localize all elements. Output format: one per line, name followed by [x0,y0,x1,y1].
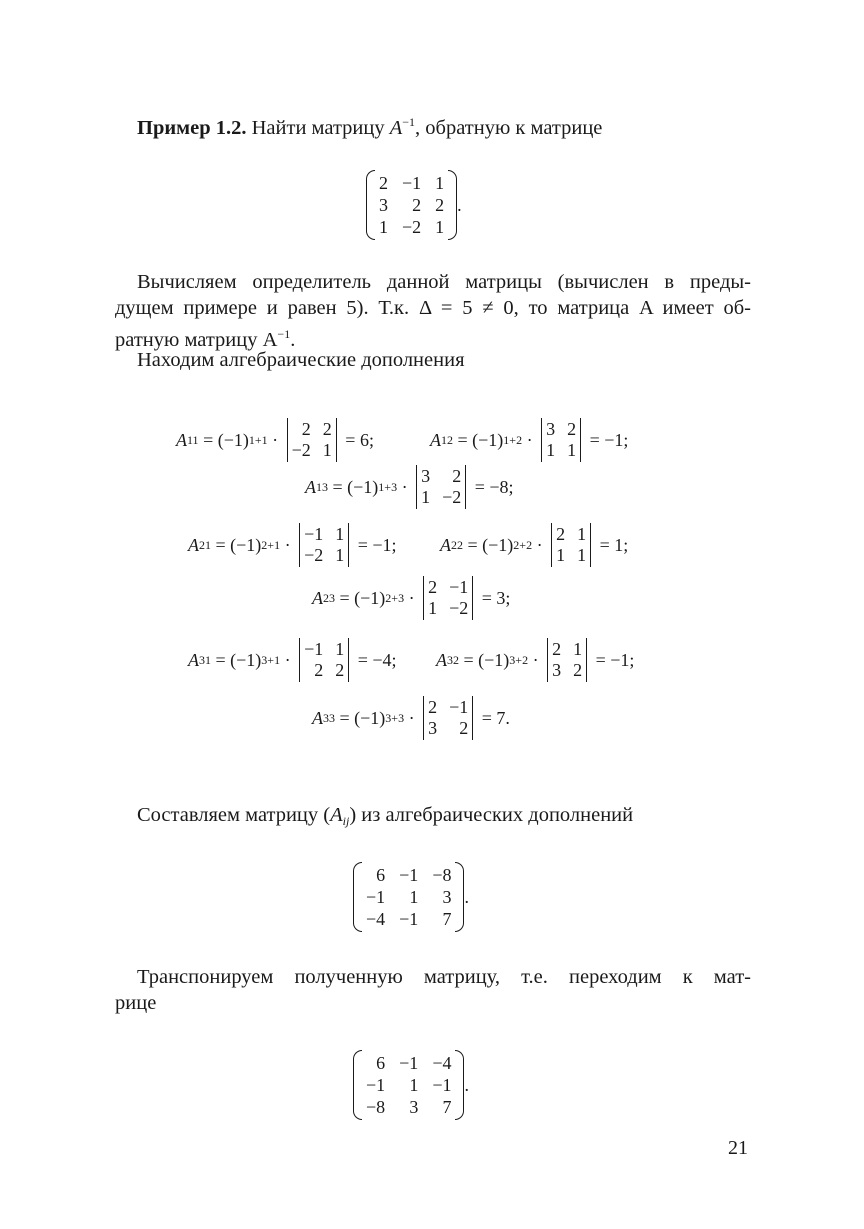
matrix-cell: 1 [546,440,556,460]
determinant [419,576,477,620]
example-heading: Пример 1.2. Найти матрицу $A^{-1}$, обратную к матрице [137,115,603,139]
matrix-cell: 1 [556,545,566,565]
matrix-cell: 7 [442,1097,452,1117]
matrix-cell: 2 [379,173,388,193]
matrix-cell: 1 [409,1075,419,1095]
determinant [547,523,595,567]
matrix-cell: −1 [402,173,422,193]
matrix-cell: 2 [335,660,345,680]
matrix-cell: −2 [449,598,469,618]
cofactor-equation: A 11 = (−1) 1+1 · 2 2 −2 1 = 6; [176,419,374,460]
matrix-cell: 7 [442,909,452,929]
matrix-cell: 1 [335,545,345,565]
matrix-cell: 1 [577,545,587,565]
cofactor-equation: A 12 = (−1) 1+2 · 3 2 1 1 = −1; [430,419,629,460]
cofactor-equation: A 21 = (−1) 2+1 · −1 1 −2 1 = −1; [188,524,397,565]
matrix-cell: 2 [556,524,566,544]
matrix-cell: 1 [428,598,438,618]
paragraph-line: ратную матрицу $A^{-1}$. [115,327,296,351]
matrix-cell: 1 [409,887,419,907]
matrix-cell: −1 [449,577,469,597]
matrix-cell: 2 [301,419,311,439]
matrix-cell: 1 [435,173,445,193]
cofactor-equation: A 33 = (−1) 3+3 · 2 −1 3 2 = 7. [312,697,510,738]
matrix-transposed: 6 −1 −4 −1 1 −1 −8 3 7 . [353,1050,469,1120]
matrix-cell: 2 [459,718,469,738]
matrix-cell: −1 [366,1075,386,1095]
matrix-cell: 3 [421,466,431,486]
matrix-cell: 2 [452,466,462,486]
matrix-cell: 3 [552,660,562,680]
matrix-cell: 1 [435,217,445,237]
matrix-cell: 2 [552,639,562,659]
matrix-cell: 1 [335,639,345,659]
matrix-cell: −4 [432,1053,452,1073]
matrix-cell: −1 [432,1075,452,1095]
determinant [283,418,341,462]
matrix-cell: 2 [573,660,583,680]
matrix-cell: 3 [546,419,556,439]
matrix-cell: −1 [366,887,386,907]
matrix-cell: 1 [421,487,431,507]
cofactor-equation: A 23 = (−1) 2+3 · 2 −1 1 −2 = 3; [312,577,511,618]
matrix-cofactors: 6 −1 −8 −1 1 3 −4 −1 7 . [353,862,469,932]
cofactor-equation: A 31 = (−1) 3+1 · −1 1 2 2 = −4; [188,639,397,680]
matrix-a: 2 −1 1 3 2 2 1 −2 1 . [366,170,462,240]
matrix-cell: 1 [567,440,577,460]
matrix-cell: 1 [335,524,345,544]
cofactor-equation: A 32 = (−1) 3+2 · 2 1 3 2 = −1; [436,639,635,680]
matrix-cell: 2 [412,195,422,215]
matrix-cell: 1 [577,524,587,544]
matrix-cell: 2 [428,577,438,597]
matrix-cell: 3 [428,718,438,738]
matrix-cell: 6 [376,865,386,885]
matrix-cell: 3 [379,195,388,215]
matrix-cell: 3 [442,887,452,907]
determinant [419,696,477,740]
matrix-cell: −8 [366,1097,386,1117]
matrix-cell: −1 [449,697,469,717]
determinant [295,523,353,567]
matrix-cell: 2 [435,195,445,215]
matrix-cell: −1 [304,524,324,544]
matrix-cell: 1 [322,440,332,460]
matrix-cell: 1 [573,639,583,659]
paragraph-line: Находим алгебраические дополнения [137,349,465,371]
matrix-cell: 2 [322,419,332,439]
matrix-cell: −2 [304,545,324,565]
matrix-cell: −1 [304,639,324,659]
matrix-cell: 2 [567,419,577,439]
matrix-cell: −2 [442,487,462,507]
paragraph-line: Вычисляем определитель данной матрицы (вычислен в преды- [137,271,751,293]
matrix-cell: 6 [376,1053,386,1073]
determinant [412,465,470,509]
paragraph-line: дущем примере и равен 5). Т.к. Δ = 5 ≠ 0, то матрица A имеет об- [115,297,751,319]
determinant [537,418,585,462]
matrix-cell: −1 [399,865,419,885]
matrix-cell: 1 [379,217,388,237]
matrix-cell: −4 [366,909,386,929]
matrix-cell: 2 [314,660,324,680]
matrix-cell: −2 [291,440,311,460]
matrix-cell: 2 [428,697,438,717]
cofactor-equation: A 13 = (−1) 1+3 · 3 2 1 −2 = −8; [305,466,514,507]
matrix-cell: −1 [399,1053,419,1073]
cofactor-equation: A 22 = (−1) 2+2 · 2 1 1 1 = 1; [440,524,629,565]
matrix-cell: −8 [432,865,452,885]
matrix-cell: 3 [409,1097,419,1117]
determinant [543,638,591,682]
determinant [295,638,353,682]
matrix-cell: −1 [399,909,419,929]
paragraph-line: Транспонируем полученную матрицу, т.е. переходим к мат- [137,966,751,988]
paragraph-line: рице [115,992,157,1014]
page-number: 21 [728,1137,748,1159]
matrix-cell: −2 [402,217,422,237]
paragraph-line: Составляем матрицу $(A_{ij})$ из алгебраических дополнений [137,804,634,828]
